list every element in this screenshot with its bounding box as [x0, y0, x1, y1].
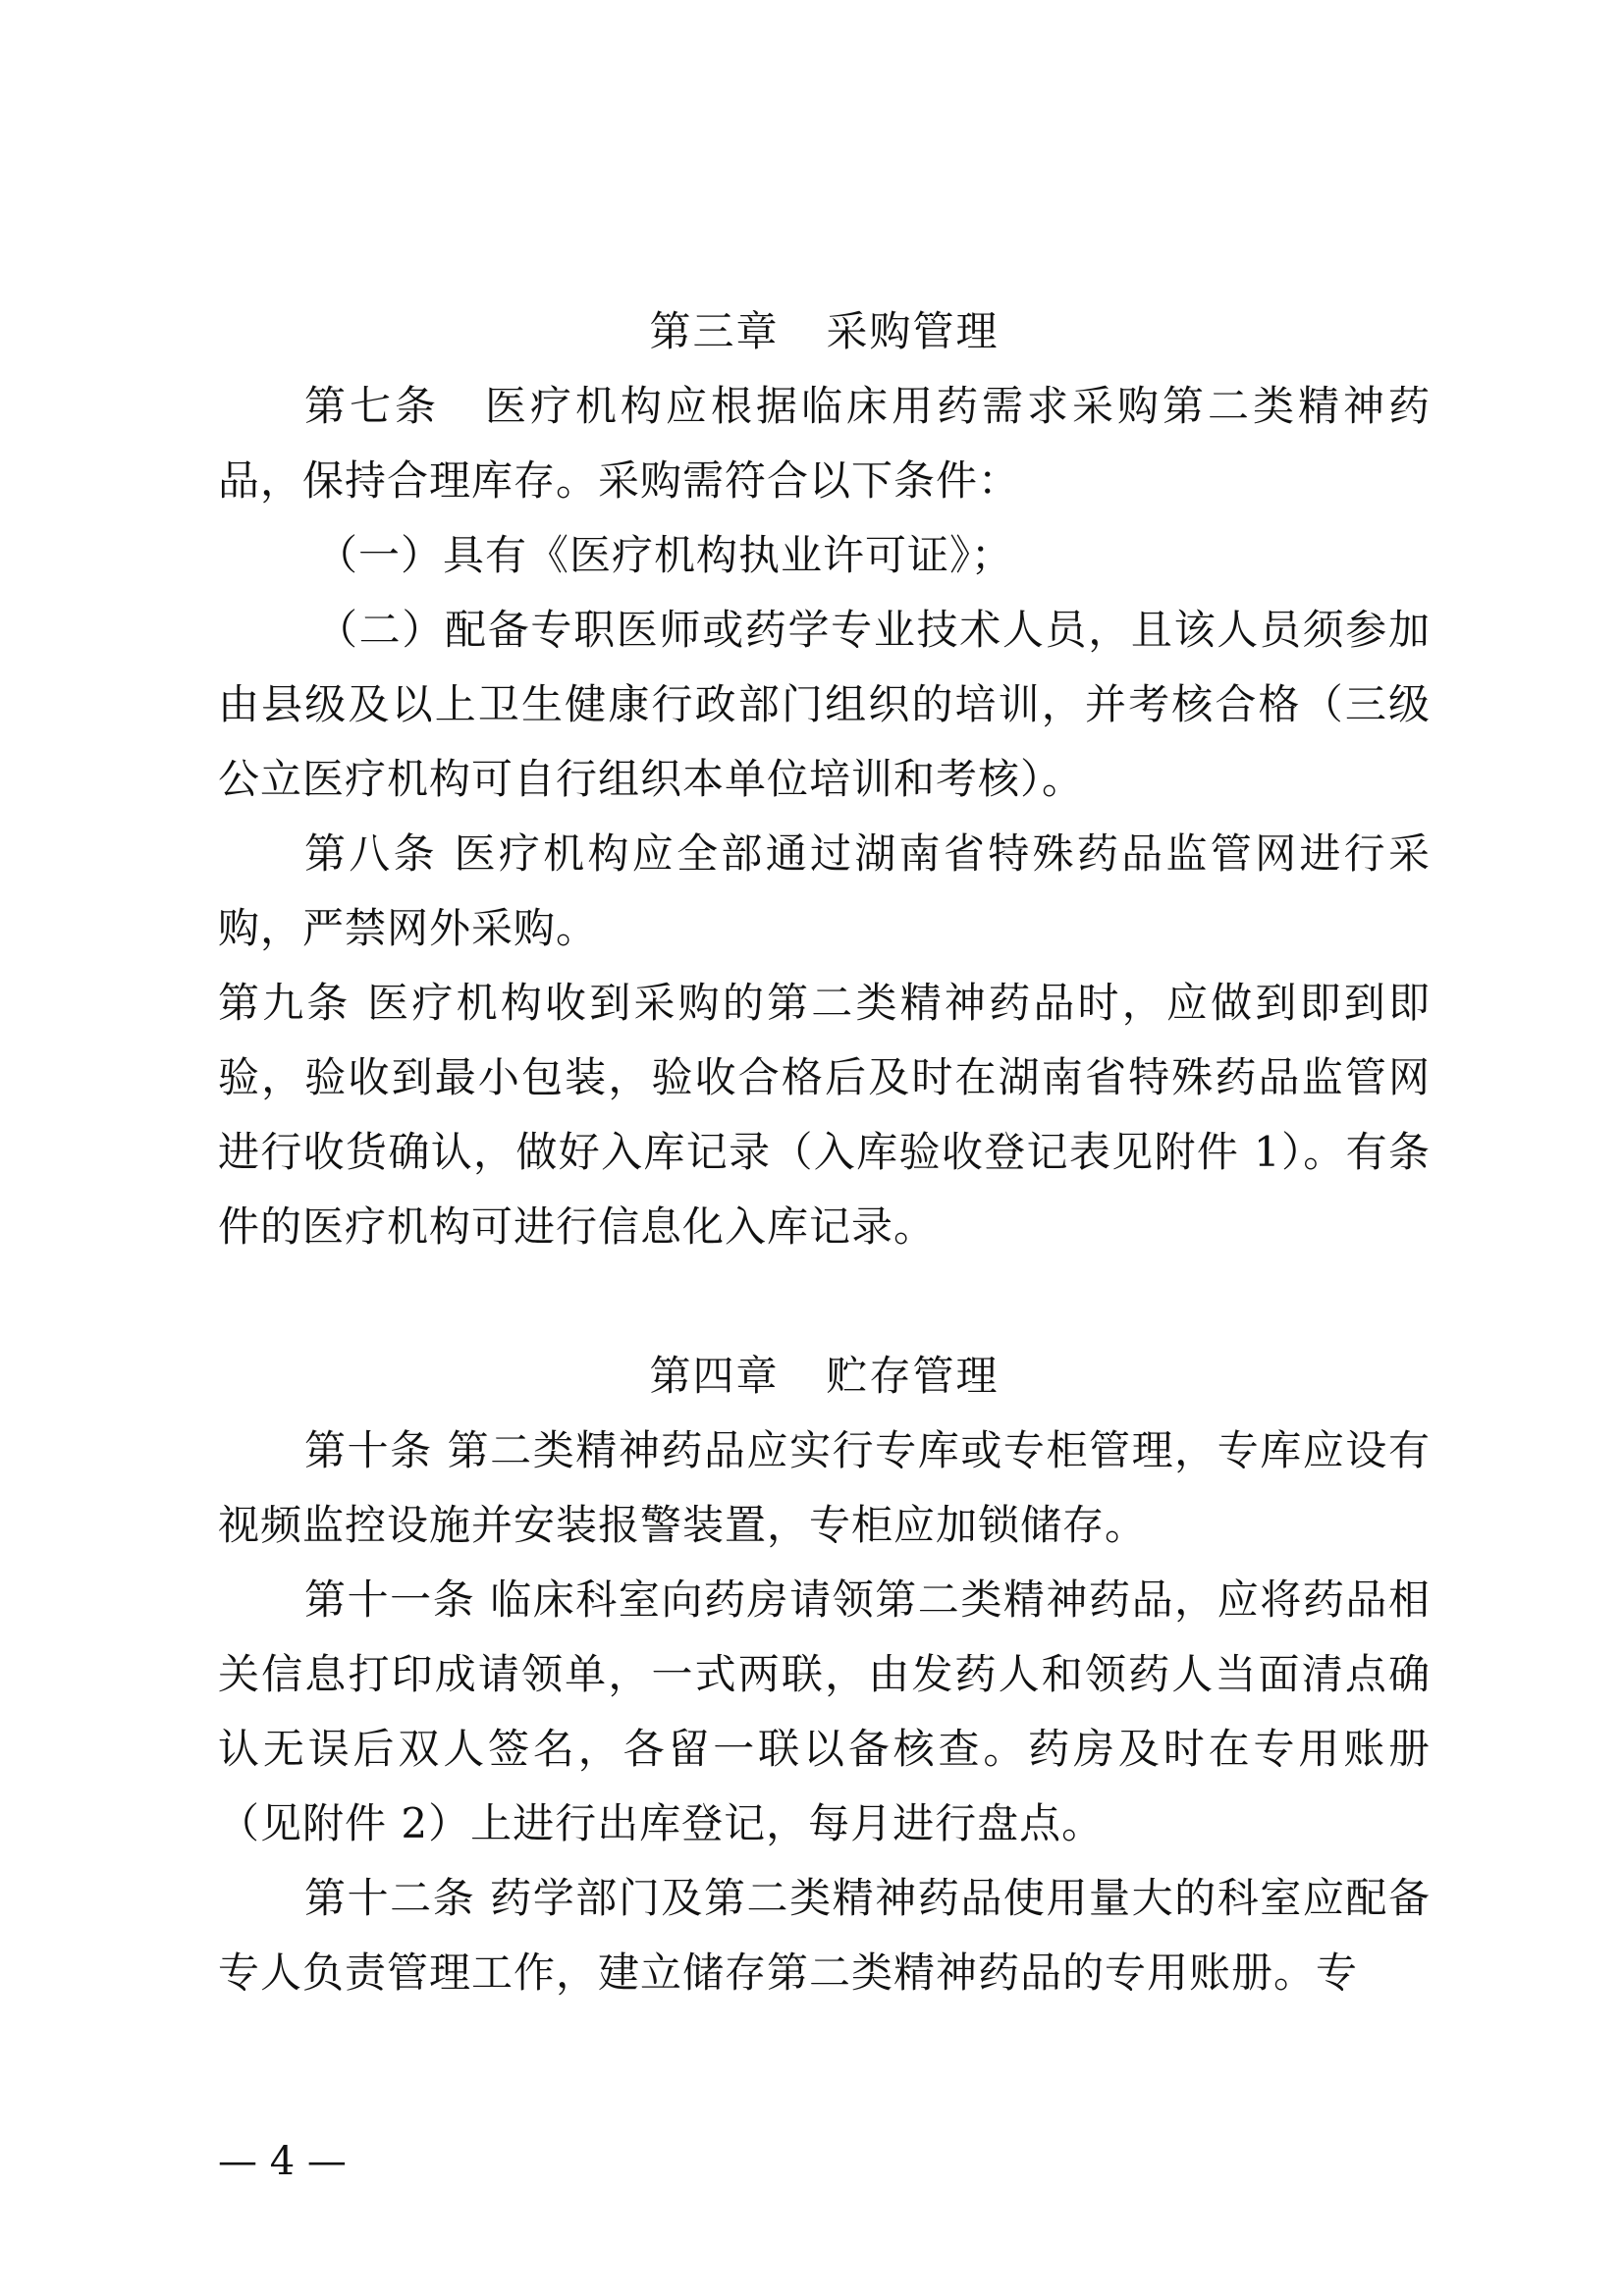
article-7-item-1: （一）具有《医疗机构执业许可证》； [316, 531, 1014, 579]
chapter-4-heading [218, 1339, 1431, 1414]
page-number: — 4 — [218, 2139, 347, 2184]
article-10: 第十条 第二类精神药品应实行专库或专柜管理，专库应设有视频监控设施并安装报警装置，专柜应加锁储存。 [218, 1426, 1431, 1549]
document-body [218, 294, 1431, 2010]
chapter-4-title: 贮存管理 [826, 1352, 1000, 1400]
chapter-3-title: 采购管理 [826, 307, 1000, 355]
section-spacer [218, 1264, 1431, 1339]
article-7: 第七条 医疗机构应根据临床用药需求采购第二类精神药品，保持合理库存。采购需符合以下条件： [218, 382, 1431, 505]
chapter-4-label: 第四章 [649, 1352, 780, 1400]
article-8: 第八条 医疗机构应全部通过湖南省特殊药品监管网进行采购，严禁网外采购。 [218, 829, 1431, 952]
article-7-item-2: （二）配备专职医师或药学专业技术人员，且该人员须参加由县级及以上卫生健康行政部门组织的培训，并考核合格（三级公立医疗机构可自行组织本单位培训和考核）。 [218, 606, 1431, 803]
article-9: 第九条 医疗机构收到采购的第二类精神药品时，应做到即到即验，验收到最小包装，验收合格后及时在湖南省特殊药品监管网进行收货确认，做好入库记录（入库验收登记表见附件 1）。有条件的医疗机构可进行信息化入库记录。 [218, 979, 1431, 1251]
article-11: 第十一条 临床科室向药房请领第二类精神药品，应将药品相关信息打印成请领单，一式两联，由发药人和领药人当面清点确认无误后双人签名，各留一联以备核查。药房及时在专用账册（见附件 2）上进行出库登记，每月进行盘点。 [218, 1575, 1431, 1847]
article-12: 第十二条 药学部门及第二类精神药品使用量大的科室应配备专人负责管理工作，建立储存第二类精神药品的专用账册。专 [218, 1874, 1431, 1997]
chapter-3-heading [218, 294, 1431, 369]
chapter-3-label: 第三章 [649, 307, 780, 355]
